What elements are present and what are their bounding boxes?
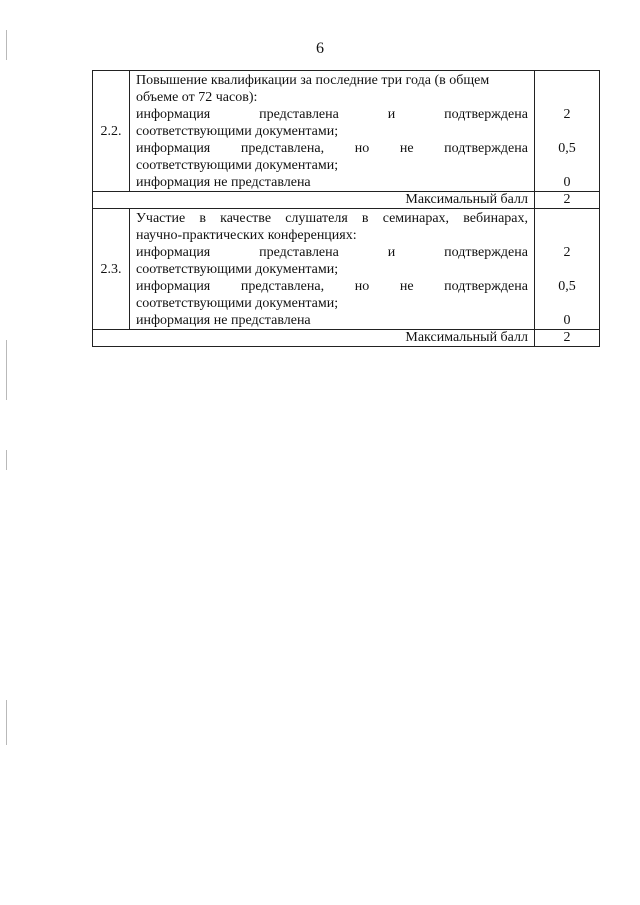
option-line: информация не представлена: [136, 313, 311, 328]
score-value: 0,5: [558, 279, 576, 294]
max-score-row: [93, 330, 600, 347]
scan-mark: [6, 700, 7, 745]
scan-mark: [6, 450, 7, 470]
criterion-number: 2.3.: [93, 209, 130, 330]
option-word: подтверждена: [444, 279, 528, 294]
max-score-value: 2: [535, 330, 600, 347]
criterion-number: 2.2.: [93, 71, 130, 192]
option-line-cont: соответствующими документами;: [136, 124, 339, 139]
criterion-row-2-3: [93, 209, 600, 330]
criterion-title-line: [136, 72, 528, 89]
option-word: информация: [136, 141, 211, 156]
option-line: информация не представлена: [136, 175, 311, 190]
option-line: [136, 244, 528, 261]
criterion-description: [130, 71, 535, 192]
option-word: не: [399, 279, 414, 294]
option-word: информация: [136, 245, 211, 260]
option-word: представлена,: [240, 279, 325, 294]
option-word: но: [354, 279, 370, 294]
option-word: подтверждена: [444, 141, 528, 156]
option-word: но: [354, 141, 370, 156]
score-column: [535, 209, 600, 330]
score-column: [535, 71, 600, 192]
option-line: [136, 140, 528, 157]
criterion-title-line: [136, 210, 528, 227]
max-score-row: [93, 192, 600, 209]
max-score-label: Максимальный балл: [93, 192, 535, 209]
max-score-value: 2: [535, 192, 600, 209]
max-score-label: Максимальный балл: [93, 330, 535, 347]
criteria-table: [92, 70, 600, 347]
option-line-cont: соответствующими документами;: [136, 158, 339, 173]
criterion-title-cont: объеме от 72 часов):: [136, 90, 258, 105]
score-value: 2: [563, 107, 571, 122]
criterion-row-2-2: [93, 71, 600, 192]
option-word: подтверждена: [444, 245, 528, 260]
score-value: 2: [563, 245, 571, 260]
option-word: информация: [136, 279, 211, 294]
scan-mark: [6, 30, 7, 60]
option-line: [136, 106, 528, 123]
option-line: [136, 278, 528, 295]
option-line-cont: соответствующими документами;: [136, 262, 339, 277]
option-word: представлена: [259, 245, 339, 260]
option-word: информация: [136, 107, 211, 122]
criterion-title: Участие в качестве слушателя в семинарах, вебинарах,: [136, 211, 528, 226]
criterion-title: Повышение квалификации за последние три года (в общем: [136, 73, 490, 88]
option-word: подтверждена: [444, 107, 528, 122]
option-word: представлена,: [240, 141, 325, 156]
option-word: представлена: [259, 107, 339, 122]
scan-mark: [6, 340, 7, 400]
option-line-cont: соответствующими документами;: [136, 296, 339, 311]
option-word: и: [387, 107, 396, 122]
criterion-description: [130, 209, 535, 330]
score-value: 0,5: [558, 141, 576, 156]
criterion-title-cont: научно-практических конференциях:: [136, 228, 357, 243]
option-word: и: [387, 245, 396, 260]
score-value: 0: [563, 313, 571, 328]
score-value: 0: [563, 175, 571, 190]
option-word: не: [399, 141, 414, 156]
page-number: 6: [316, 40, 324, 57]
